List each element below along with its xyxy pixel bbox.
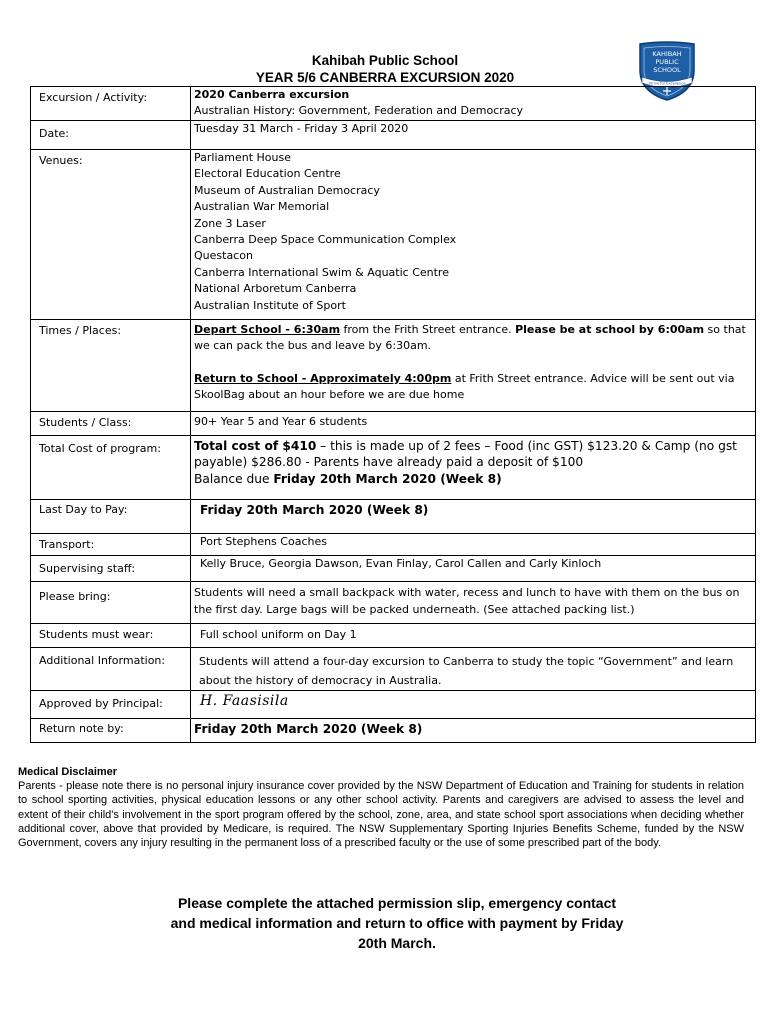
row-times xyxy=(31,320,756,412)
venue-item: Parliament House xyxy=(194,151,291,164)
row-return-note xyxy=(31,719,756,743)
value-additional: Students will attend a four-day excursion to Canberra to study the topic “Government” and learn about the history of democracy in Australia. xyxy=(191,648,756,691)
value-approved xyxy=(191,691,756,719)
label-wear: Students must wear: xyxy=(31,624,191,648)
venue-item: Canberra Deep Space Communication Complex xyxy=(194,233,457,247)
row-lastday xyxy=(31,500,756,534)
row-transport xyxy=(31,534,756,556)
row-wear xyxy=(31,624,756,648)
value-times xyxy=(191,320,756,412)
label-venues: Venues: xyxy=(31,150,191,320)
school-name: Kahibah Public School xyxy=(311,53,459,68)
venue-item: Australian Institute of Sport xyxy=(194,298,346,312)
row-students xyxy=(31,412,756,436)
label-excursion: Excursion / Activity: xyxy=(31,87,191,121)
label-staff: Supervising staff: xyxy=(31,556,191,582)
principal-signature: H. Faasisila xyxy=(200,693,289,709)
depart-info: Depart School - 6:30am from the Frith Street entrance. Please be at school by 6:00am so that we can pack the bus and leave by 6:30am. xyxy=(194,323,746,353)
footer-instruction: Please complete the attached permission slip, emergency contact and medical information and return to office with payment by Friday 20th March. xyxy=(170,895,624,951)
value-excursion xyxy=(191,87,756,121)
label-cost: Total Cost of program: xyxy=(31,436,191,500)
venue-item: National Arboretum Canberra xyxy=(194,282,357,296)
label-times: Times / Places: xyxy=(31,320,191,412)
row-excursion xyxy=(31,87,756,121)
value-cost: Total cost of $410 – this is made up of 2 fees – Food (inc GST) $123.20 & Camp (no gst payable) $286.80 - Parents have already paid a deposit of $100 Balance due Friday 20th March 2020 (Week 8) xyxy=(191,436,756,500)
value-transport: Port Stephens Coaches xyxy=(191,534,756,556)
venue-item: Questacon xyxy=(194,249,253,263)
value-staff: Kelly Bruce, Georgia Dawson, Evan Finlay, Carol Callen and Carly Kinloch xyxy=(191,556,756,582)
svg-text:SCHOOL: SCHOOL xyxy=(653,66,681,74)
venue-item: Zone 3 Laser xyxy=(194,216,266,230)
value-lastday: Friday 20th March 2020 (Week 8) xyxy=(191,500,756,534)
svg-text:PUBLIC: PUBLIC xyxy=(655,58,679,66)
document-title: YEAR 5/6 CANBERRA EXCURSION 2020 xyxy=(255,70,515,85)
excursion-title: 2020 Canberra excursion xyxy=(194,88,350,101)
value-date: Tuesday 31 March - Friday 3 April 2020 xyxy=(191,121,756,150)
row-staff xyxy=(31,556,756,582)
value-students: 90+ Year 5 and Year 6 students xyxy=(191,412,756,436)
row-additional xyxy=(31,648,756,691)
label-lastday: Last Day to Pay: xyxy=(31,500,191,534)
label-transport: Transport: xyxy=(31,534,191,556)
value-bring: Students will need a small backpack with water, recess and lunch to have with them on the bus on the first day. Large bags will be packed underneath. (See attached packing list.) xyxy=(191,582,756,624)
medical-disclaimer xyxy=(18,765,744,850)
value-venues xyxy=(191,150,756,320)
row-date xyxy=(31,121,756,150)
label-bring: Please bring: xyxy=(31,582,191,624)
row-bring xyxy=(31,582,756,624)
row-approved xyxy=(31,691,756,719)
venue-item: Australian War Memorial xyxy=(194,200,330,214)
label-approved: Approved by Principal: xyxy=(31,691,191,719)
excursion-info-table xyxy=(30,86,756,743)
label-date: Date: xyxy=(31,121,191,150)
value-return-note: Friday 20th March 2020 (Week 8) xyxy=(191,719,756,743)
value-wear: Full school uniform on Day 1 xyxy=(191,624,756,648)
venue-item: Canberra International Swim & Aquatic Centre xyxy=(194,265,449,279)
medical-disclaimer-title: Medical Disclaimer xyxy=(18,766,118,778)
venue-item: Museum of Australian Democracy xyxy=(194,183,380,197)
row-venues xyxy=(31,150,756,320)
svg-text:Strive for Excellence: Strive for Excellence xyxy=(648,81,686,86)
excursion-desc: Australian History: Government, Federation and Democracy xyxy=(194,104,524,117)
svg-text:KAHIBAH: KAHIBAH xyxy=(652,50,682,58)
label-additional: Additional Information: xyxy=(31,648,191,691)
return-info: Return to School - Approximately 4:00pm at Frith Street entrance. Advice will be sent out via SkoolBag about an hour before we are due home xyxy=(194,371,735,402)
venue-item: Electoral Education Centre xyxy=(194,167,341,181)
label-students: Students / Class: xyxy=(31,412,191,436)
medical-disclaimer-text: Parents - please note there is no personal injury insurance cover provided by the NSW Department of Education and Training for students in relation to school sporting activities, physical education lessons or any other school activity. Parents and caregivers are advised to assess the level and extent of their child's involvement in the sport program offered by the school, zone, area, and state school sport associations when deciding whether additional cover, above that provided by Medicare, is required. The NSW Supplementary Sporting Injuries Benefits Scheme, funded by the NSW Government, covers any injury resulting in the permanent loss of a prescribed faculty or the use of some prescribed part of the body. xyxy=(18,780,744,850)
label-return-note: Return note by: xyxy=(31,719,191,743)
row-cost xyxy=(31,436,756,500)
